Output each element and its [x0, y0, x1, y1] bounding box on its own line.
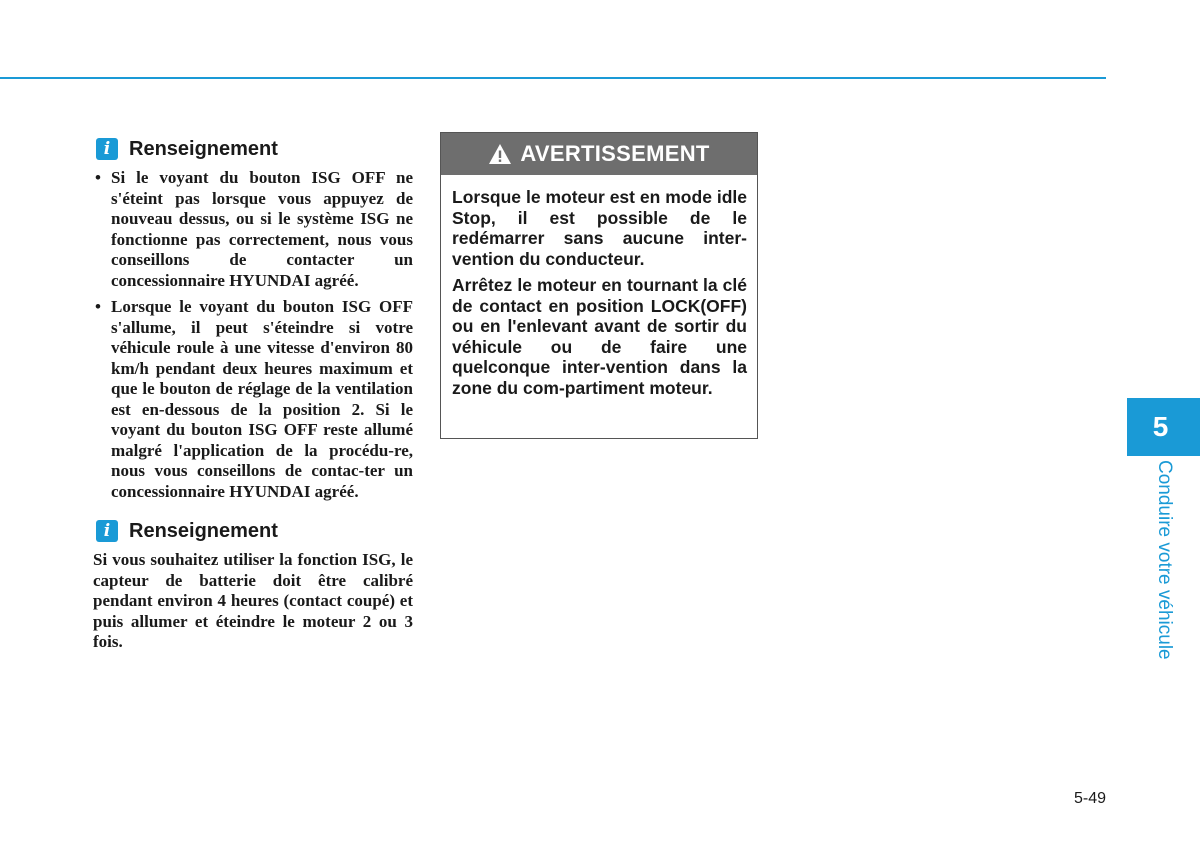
- warning-paragraph: Arrêtez le moteur en tournant la clé de contact en position LOCK(OFF) ou en l'enlevant avant de sortir du véhicule ou de faire une quelconque inter-vention dans la zone du com-partiment moteur.: [452, 275, 747, 398]
- header-rule: [0, 77, 1106, 79]
- info-bullet-list: [93, 168, 413, 502]
- warning-header: [441, 133, 757, 175]
- bullet-item: [93, 168, 413, 291]
- warning-title: AVERTISSEMENT: [520, 141, 710, 166]
- warning-body: [441, 175, 757, 398]
- bullet-text: Lorsque le voyant du bouton ISG OFF s'allume, il peut s'éteindre si votre véhicule roule à une vitesse d'environ 80 km/h pendant deux heures maximum et que le bouton de réglage de la ventilation est en-dessous de la position 2. Si le voyant du bouton ISG OFF reste allumé malgré l'application de la procédu-re, nous vous conseillons de contac-ter un concessionnaire HYUNDAI agréé.: [111, 297, 413, 501]
- bullet-dot-icon: •: [95, 297, 101, 316]
- info-title-2: Renseignement: [129, 519, 278, 542]
- info-paragraph: Si vous souhaitez utiliser la fonction ISG, le capteur de batterie doit être calibré pendant environ 4 heures (contact coupé) et puis allumer et éteindre le moteur 2 ou 3 fois.: [93, 550, 413, 651]
- bullet-dot-icon: •: [95, 168, 101, 187]
- page-number: 5-49: [1073, 790, 1106, 807]
- info-title-1: Renseignement: [129, 137, 278, 160]
- warning-triangle-icon: [488, 143, 512, 165]
- info-icon: i: [96, 520, 118, 542]
- bullet-text: Si le voyant du bouton ISG OFF ne s'éteint pas lorsque vous appuyez de nouveau dessus, ou si le système ISG ne fonctionne pas correctement, nous vous conseillons de contacter un concessionnaire HYUNDAI agréé.: [111, 168, 413, 290]
- left-column: [93, 136, 413, 653]
- bullet-item: [93, 297, 413, 502]
- chapter-title: Conduire votre véhicule: [1154, 460, 1175, 660]
- chapter-number-tab: 5: [1127, 398, 1200, 456]
- info-heading-1: [93, 136, 413, 162]
- warning-box: [440, 132, 758, 439]
- warning-paragraph: Lorsque le moteur est en mode idle Stop, il est possible de le redémarrer sans aucune inter-vention du conducteur.: [452, 187, 747, 269]
- info-heading-2: [93, 518, 413, 544]
- info-section-2: [93, 518, 413, 653]
- info-icon: i: [96, 138, 118, 160]
